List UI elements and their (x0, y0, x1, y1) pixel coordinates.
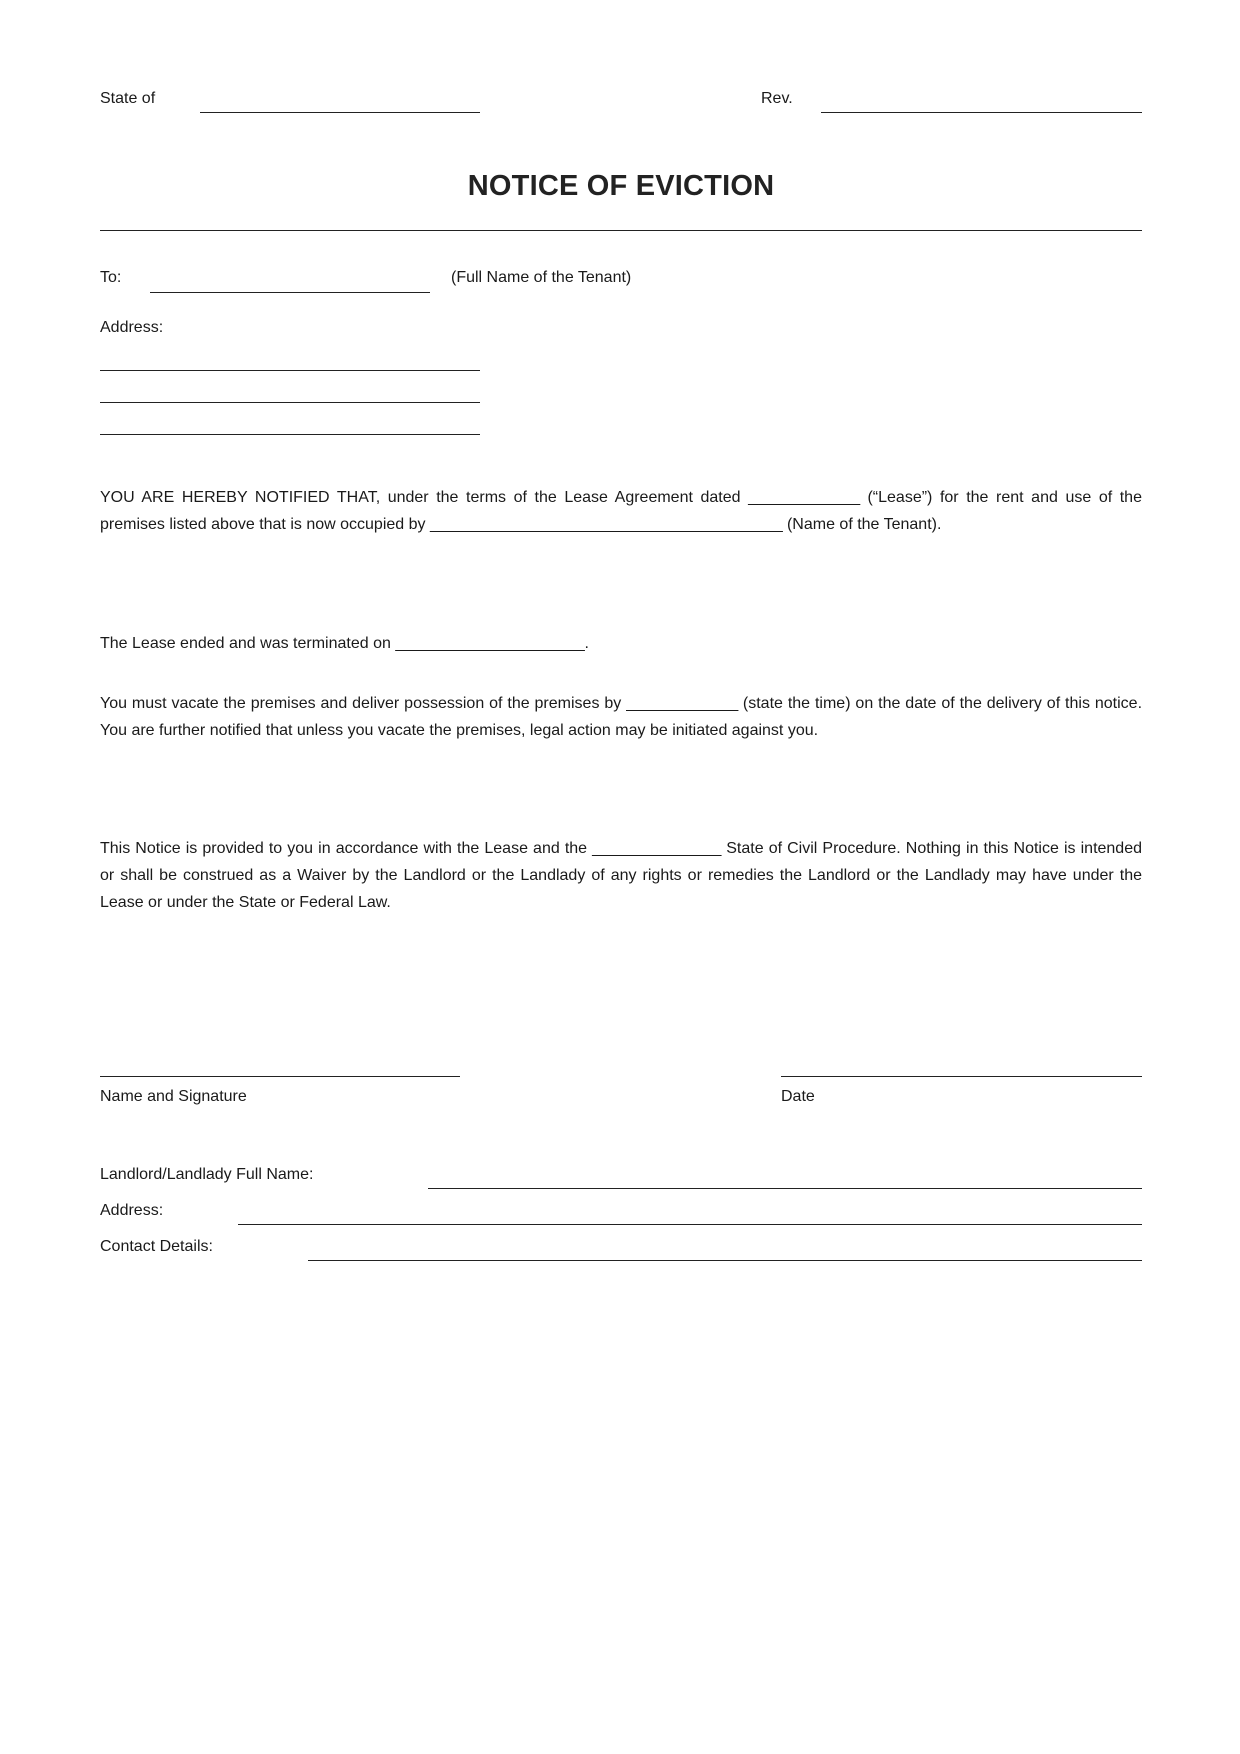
rev-field-line[interactable] (821, 112, 1142, 113)
address-label: Address: (100, 319, 164, 336)
name-signature-label: Name and Signature (100, 1088, 247, 1105)
termination-period: . (584, 635, 589, 652)
vacate-time-blank[interactable]: _____________ (626, 695, 738, 712)
tenant-name-blank[interactable]: _________________________________________ (429, 516, 783, 533)
state-of-field-line[interactable] (200, 112, 480, 113)
landlord-address-field-line[interactable] (238, 1224, 1142, 1225)
termination-date-blank[interactable]: ______________________ (395, 635, 585, 652)
vacate-text-end: (state the time) on the date of the delivery of this notice. You are further notified that unless you vacate the premises, legal action may be initiated against you. (100, 695, 1143, 739)
vacate-text-start: You must vacate the premises and deliver possession of the premises by (100, 695, 622, 712)
state-name-blank[interactable]: _______________ (592, 840, 722, 857)
rev-label: Rev. (761, 90, 793, 107)
document-title: NOTICE OF EVICTION (467, 170, 775, 202)
notice-paragraph-text-mid: (“Lease”) for the rent and use of the premises listed above that is now occupied by (100, 489, 1142, 533)
termination-text: The Lease ended and was terminated on (100, 635, 391, 652)
legal-paragraph (100, 835, 1142, 916)
termination-paragraph (100, 630, 1142, 657)
title-divider (100, 230, 1142, 231)
state-of-label: State of (100, 90, 156, 107)
address-line-2[interactable] (100, 402, 480, 403)
notice-paragraph-text-start: YOU ARE HEREBY NOTIFIED THAT, under the terms of the Lease Agreement dated (100, 489, 741, 506)
address-line-3[interactable] (100, 434, 480, 435)
notice-paragraph-text-end: (Name of the Tenant). (786, 516, 942, 533)
landlord-address-label: Address: (100, 1202, 164, 1219)
to-label: To: (100, 269, 122, 286)
landlord-name-field-line[interactable] (428, 1188, 1142, 1189)
vacate-paragraph (100, 690, 1142, 744)
tenant-name-field-line[interactable] (150, 292, 430, 293)
date-field-line[interactable] (781, 1076, 1142, 1077)
contact-details-field-line[interactable] (308, 1260, 1142, 1261)
legal-text-start: This Notice is provided to you in accordance with the Lease and the (100, 840, 588, 857)
signature-field-line[interactable] (100, 1076, 460, 1077)
address-line-1[interactable] (100, 370, 480, 371)
notice-paragraph (100, 484, 1142, 538)
legal-text-end: State of Civil Procedure. Nothing in this Notice is intended or shall be construed as a Waiver by the Landlord or the Landlady of any rights or remedies the Landlord or the Landlady may have under the Lease or under the State or Federal Law. (100, 840, 1143, 911)
landlord-name-label: Landlord/Landlady Full Name: (100, 1166, 314, 1183)
lease-date-blank[interactable]: _____________ (748, 489, 860, 506)
date-label: Date (781, 1088, 815, 1105)
contact-details-label: Contact Details: (100, 1238, 213, 1255)
tenant-name-hint: (Full Name of the Tenant) (451, 269, 632, 286)
